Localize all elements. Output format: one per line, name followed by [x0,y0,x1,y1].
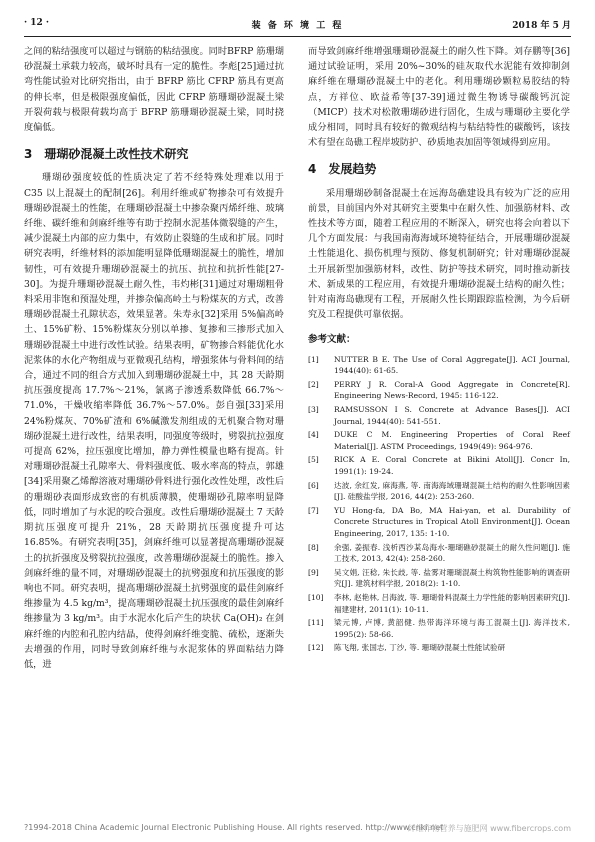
reference-number: [9] [308,567,319,577]
right-column [308,44,570,656]
reference-item [308,592,570,615]
reference-number: [8] [308,542,319,552]
reference-item [308,542,570,565]
reference-item [308,617,570,640]
reference-list [308,354,570,654]
reference-item [308,404,570,427]
reference-number: [6] [308,480,319,490]
reference-number: [1] [308,354,319,364]
paragraph: 而导致剑麻纤维增强珊瑚砂混凝土的耐久性下降。刘存鹏等[36]通过试验证明，采用 20%~30%的硅灰取代水泥能有效抑制剑麻纤维在珊瑚砂混凝土中的老化。利用珊瑚砂颗粒易胶结的特点，方祥位、欧益希等[37-39]通过微生物诱导碳酸钙沉淀（MICP）技术对松散珊瑚砂进行固化，生成与珊瑚砂主要化学成分相同，同时具有较好的微观结构与粘结特性的碳酸钙，该技术有望在岛礁工程岸坡防护、砂质地表加固等领域得到应用。 [308,46,570,149]
reference-number: [11] [308,618,324,628]
reference-text: YU Hong-fa, DA Bo, MA Hai-yan, et al. Durability of Concrete Structures in Tropical Atoll Environment[J]. Ocean Engineering, 2017, 135: 1-10. [334,505,570,538]
reference-text: RAMSUSSON I S. Concrete at Advance Bases[J]. ACI Journal, 1944(40): 541-551. [334,405,570,426]
reference-number: [12] [308,643,324,653]
reference-item [308,480,570,503]
issue-date: 2018 年 5 月 [512,21,571,31]
reference-text: 吴文娟, 汪稔, 朱长歧, 等. 盐雾对珊瑚混凝土构筑物性能影响的调查研究[J]. 建筑材料学报, 2018(2): 1-10. [334,567,570,589]
reference-number: [5] [308,455,319,465]
reference-item [308,454,570,477]
reference-item [308,567,570,590]
reference-item [308,505,570,540]
paragraph: 之间的粘结强度可以超过与钢筋的粘结强度。同时BFRP 筋珊瑚砂混凝土承载力较高，破坏时具有一定的脆性。李彪[25]通过抗弯性能试验对比研究指出，由于 BFRP 筋比 CFRP 筋具有更高的伸长率，但是极限强度偏低，因此 CFRP 筋珊瑚砂混凝土梁开裂荷载与极限荷载均高于 BFRP 筋珊瑚砂混凝土梁，同时挠度偏低。 [24,46,284,134]
reference-text: NUTTER B E. The Use of Coral Aggregate[J]. ACI Journal, 1944(40): 61-65. [334,354,570,376]
reference-number: [10] [308,592,324,602]
reference-text: PERRY J R. Coral-A Good Aggregate in Concrete[R]. Engineering News-Record, 1945: 116-122. [334,379,570,401]
header-rule [24,36,571,37]
page-footer [24,823,571,832]
section-heading: 3 珊瑚砂混凝土改性技术研究 [24,147,189,162]
journal-title: 装 备 环 境 工 程 [251,21,344,31]
page-number: · 12 · [24,18,50,28]
reference-item [308,354,570,377]
section-heading: 4 发展趋势 [308,162,377,177]
reference-text: DUKE C M. Engineering Properties of Coral Reef Material[J]. ASTM Proceedings, 1949(49): 964-976. [334,430,570,451]
reference-text: 梁元博, 卢博, 黄韶健. 热带海洋环境与海工混凝土[J]. 海洋技术, 1995(2): 58-66. [334,618,570,639]
reference-item [308,379,570,402]
reference-text: 李林, 赵艳林, 吕海波, 等. 珊瑚骨料混凝土力学性能的影响因素研究[J]. 福建建材, 2011(1): 10-11. [334,592,570,614]
references-heading: 参考文献： [308,334,356,346]
paragraph: 珊瑚砂强度较低的性质决定了若不经特殊处理难以用于 C35 以上混凝土的配制[26]。利用纤维或矿物掺杂可有效提升珊瑚砂混凝土的性能，在珊瑚砂混凝土中掺杂聚丙烯纤维、玻璃纤维、碳纤维和剑麻纤维等有助于控制水泥基体微裂缝的产生，减少混凝土内部的应力集中，有效防止裂缝的生成和扩展。同时研究表明，纤维材料的添加能明显降低珊瑚混凝土的脆性，增加韧性，可有效提升珊瑚砂混凝土的抗压、抗拉和抗折性能[27-30]。为提升珊瑚砂混凝土耐久性，韦灼彬[31]通过对珊瑚粗骨料采用非饱和预湿处理，并掺杂偏高岭土与粉煤灰的方式，改善珊瑚砂混凝土孔隙状态，效果显著。朱寿永[32]采用 5%偏高岭土、15%矿粉、15%粉煤灰分别以单掺、复掺和三掺形式加入珊瑚砂混凝土中进行改性试验。结果表明，矿物掺合料能优化水泥浆体的水化产物组成与亚微观孔结构，增强浆体与骨料间的结合，通过不同的组合方式加入到珊瑚砂混凝土中，其 28 天龄期抗压强度提高 17.7%～21%，氯离子渗透系数降低 66.7%～71.0%，干燥收缩率降低 36.7%～57.0%。彭自强[33]采用 24%粉煤灰、70%矿渣和 6%碱激发剂组成的无机聚合物对珊瑚砂混凝土进行改性，结果表明，同强度等级时，劈裂抗拉强度可提高 62%，拉压强度比增加，静力弹性模量也略有提高。针对珊瑚砂混凝土孔隙率大、骨料强度低、吸水率高的特点，郭雄[34]采用聚乙烯醇溶液对珊瑚砂骨料进行强化改性处理，改性后的珊瑚砂表面形成致密的有机质薄膜，使珊瑚砂孔隙率明显降低，同时增加了与水泥的咬合强度。改性后珊瑚砂混凝土 7 天龄期抗压强度可提升 21%，28 天龄期抗压强度提升可达 16.85%。有研究表明[35]，剑麻纤维可以显著提高珊瑚砂混凝土的抗折强度及劈裂抗拉强度，改善珊瑚砂混凝土的脆性。掺入剑麻纤维的量不同，对珊瑚砂混凝土的抗劈强度和抗压强度的影响也不同。研究表明，提高珊瑚砂混凝土抗劈强度的最佳剑麻纤维掺量为 4.5 kg/m³，提高珊瑚砂混凝土抗压强度的最佳剑麻纤维掺量为 3 kg/m³。由于水泥水化后产生的块状 Ca(OH)₂ 在剑麻纤维的内腔和孔腔内结晶，使得剑麻纤维变脆、硫松，逐渐失去增强的作用，同时导致剑麻纤维与水泥浆体的界面粘结力降低，进 [24,172,284,670]
reference-text: 余强, 姜振春. 浅析西沙某岛海水-珊瑚礁砂混凝土的耐久性问题[J]. 施工技术, 2013, 42(4): 258-260. [334,542,570,564]
copyright-notice: ?1994-2018 China Academic Journal Electronic Publishing House. All rights reserved. http://www.cnki.net [24,823,444,832]
paragraph: 采用珊瑚砂制备混凝土在远海岛礁建设具有较为广泛的应用前景，目前国内外对其研究主要集中在耐久性、加强筋材料、改性技术等方面，随着工程应用的不断深入，研究也将会向着以下几个方面发展：与我国南海海域环境特征结合，开展珊瑚砂混凝土性能退化、损伤机理与预防、修复机制研究；针对珊瑚砂混凝土开展新型加强筋材料，改性、防护等技术研究，同时推动新技术、新成果的工程应用，有效提升珊瑚砂混凝土结构的耐久性；针对南海岛礁现有工程，开展耐久性长期跟踪监检测，为今后研究及工程提供可靠依据。 [308,187,570,321]
reference-text: 陈飞翔, 张国志, 丁沙, 等. 珊瑚砂混凝土性能试验研 [334,643,506,653]
reference-number: [3] [308,405,319,415]
reference-text: 达波, 余红发, 麻海燕, 等. 南海海域珊瑚混凝土结构的耐久性影响因素[J]. 硅酸盐学报, 2016, 44(2): 253-260. [334,480,570,502]
reference-number: [7] [308,505,319,515]
reference-item [308,642,570,654]
left-column [24,44,284,672]
reference-text: RICK A E. Coral Concrete at Bikini Atoll[J]. Concr In, 1991(1): 19-24. [334,455,570,476]
reference-number: [4] [308,430,319,440]
page-header [24,18,571,34]
watermark-text: 纤维作物营养与施肥网 www.fibercrops.com [407,824,571,833]
reference-number: [2] [308,379,319,389]
reference-item [308,429,570,452]
